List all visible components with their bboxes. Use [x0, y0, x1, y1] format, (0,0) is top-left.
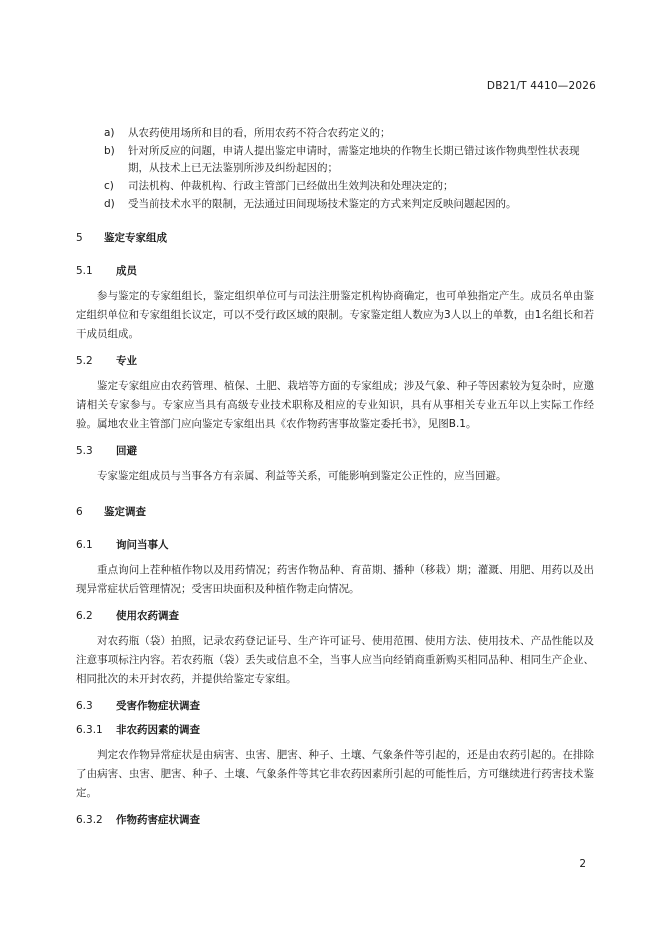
list-text: 从农药使用场所和目的看，所用农药不符合农药定义的； [128, 127, 391, 139]
subsubsection-heading [76, 722, 594, 737]
subsection-number: 6.2 [76, 610, 93, 622]
exclusion-list [76, 125, 594, 212]
list-marker: d) [104, 197, 115, 210]
paragraph: 参与鉴定的专家组组长，鉴定组织单位可与司法注册鉴定机构协商确定，也可单独指定产生。成员名单由鉴定组织单位和专家组组长议定，可以不受行政区域的限制。专家鉴定组人数应为3人以上的单数，由1名组长和若干成员组成。 [76, 290, 594, 340]
subsubsection-number: 6.3.1 [76, 724, 103, 736]
paragraph: 鉴定专家组应由农药管理、植保、土肥、栽培等方面的专家组成；涉及气象、种子等因素较为复杂时，应邀请相关专家参与。专家应当具有高级专业技术职称及相应的专业知识，具有从事相关专业五年以上实际工作经验。属地农业主管部门应向鉴定专家组出具《农作物药害事故鉴定委托书》，见图B.1。 [76, 380, 594, 430]
subsection-heading [76, 537, 594, 552]
subsection-number: 6.3 [76, 700, 93, 712]
subsection-number: 5.3 [76, 445, 93, 457]
subsection-number: 6.1 [76, 539, 93, 551]
list-text: 受当前技术水平的限制，无法通过田间现场技术鉴定的方式来判定反映问题起因的。 [128, 197, 517, 210]
section-title: 鉴定调查 [104, 506, 146, 518]
subsection-number: 5.2 [76, 355, 93, 367]
list-item [76, 143, 594, 176]
list-item [76, 178, 594, 195]
subsection-heading [76, 263, 594, 278]
list-marker: b) [104, 145, 115, 157]
list-text: 针对所反应的问题，申请人提出鉴定申请时，需鉴定地块的作物生长期已错过该作物典型性状表现期，从技术上已无法鉴别所涉及纠纷起因的； [128, 145, 580, 174]
paragraph: 重点询问上茬种植作物以及用药情况；药害作物品种、育苗期、播种（移栽）期；灌溉、用肥、用药以及出现异常症状后管理情况；受害田块面积及种植作物走向情况。 [76, 564, 594, 595]
list-text: 司法机构、仲裁机构、行政主管部门已经做出生效判决和处理决定的； [128, 179, 454, 192]
subsection-heading [76, 443, 594, 458]
subsubsection-number: 6.3.2 [76, 814, 103, 826]
page-number: 2 [579, 858, 586, 870]
subsubsection-title: 作物药害症状调查 [116, 814, 200, 826]
list-item [76, 196, 594, 213]
list-marker: a) [104, 127, 115, 139]
subsection-title: 专业 [116, 355, 137, 367]
subsection-heading [76, 353, 594, 368]
section-heading [76, 230, 594, 245]
subsection-title: 询问当事人 [116, 539, 169, 551]
subsubsection-title: 非农药因素的调查 [116, 724, 200, 736]
section-heading [76, 504, 594, 519]
subsection-heading [76, 698, 594, 713]
paragraph: 专家鉴定组成员与当事各方有亲属、利益等关系，可能影响到鉴定公正性的，应当回避。 [97, 470, 507, 482]
subsection-title: 使用农药调查 [116, 610, 179, 622]
subsection-number: 5.1 [76, 265, 93, 277]
section-number: 6 [76, 506, 83, 518]
paragraph: 判定农作物异常症状是由病害、虫害、肥害、种子、土壤、气象条件等引起的，还是由农药引起的。在排除了由病害、虫害、肥害、种子、土壤、气象条件等其它非农药因素所引起的可能性后，方可继续进行药害技术鉴定。 [76, 749, 594, 799]
section-number: 5 [76, 232, 83, 244]
subsection-heading [76, 608, 594, 623]
list-item [76, 125, 594, 142]
paragraph: 对农药瓶（袋）拍照，记录农药登记证号、生产许可证号、使用范围、使用方法、使用技术、产品性能以及注意事项标注内容。若农药瓶（袋）丢失或信息不全，当事人应当向经销商重新购买相同品种、相同生产企业、相同批次的未开封农药，并提供给鉴定专家组。 [76, 635, 594, 685]
list-marker: c) [104, 179, 114, 192]
section-title: 鉴定专家组成 [104, 232, 167, 244]
document-body [76, 125, 594, 836]
subsection-title: 回避 [116, 445, 137, 457]
subsection-title: 受害作物症状调查 [116, 700, 200, 712]
document-code: DB21/T 4410—2026 [486, 80, 596, 92]
subsubsection-heading [76, 812, 594, 827]
subsection-title: 成员 [116, 265, 137, 277]
